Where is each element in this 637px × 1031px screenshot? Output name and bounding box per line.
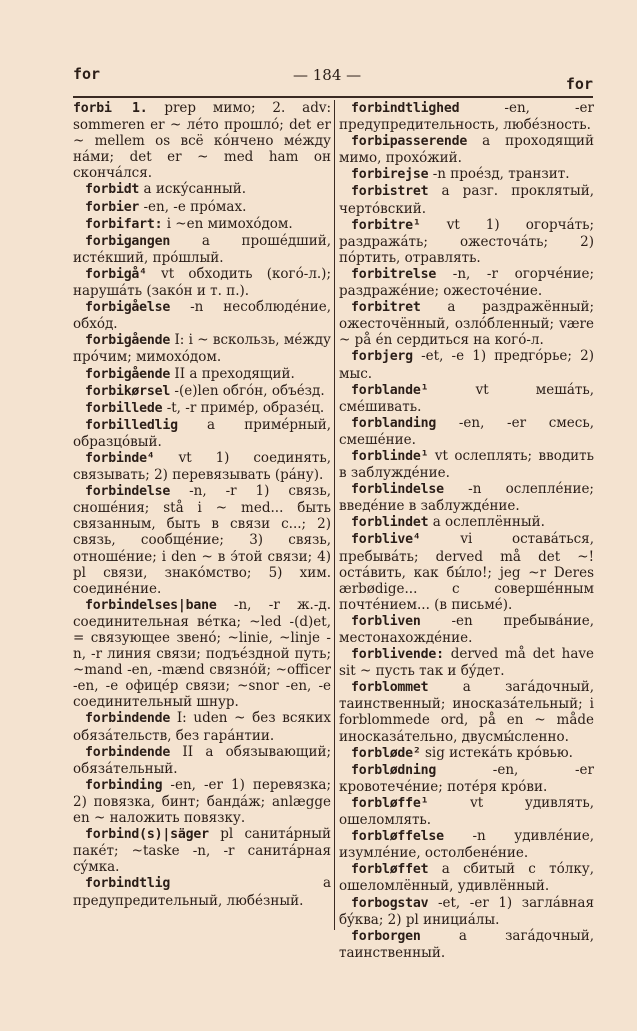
entry-definition: a проходящий мимо, прохóжий. — [339, 133, 594, 167]
entry-headword: forbind(s)|säger — [85, 827, 209, 843]
entry-headword: forbigå⁴ — [85, 266, 147, 282]
entry-headword: forbitrelse — [351, 266, 437, 282]
entry-definition: -n, -r ж.-д. соединительная вéтка; ~led -(d)et, = связующее звенó; ~linie, ~linje -n, -r линия связи; подъéздной путь; ~mand -en, -mænd связнóй; ~officer -en, -e офицéр связи; ~snor -en, -e соединительный шнур. — [73, 596, 331, 711]
entry-headword: forbitret — [351, 300, 421, 316]
entry-headword: forbindelse — [85, 484, 171, 500]
entry-definition: -en, -e прóмах. — [139, 198, 247, 215]
entry-definition: -en, -er 1) перевязка; 2) повязка, бинт; бандáж; anlægge en ~ наложить повязку. — [73, 776, 331, 827]
entry-definition: a сбитый с тóлку, ошеломлённый, удивлённый. — [339, 861, 594, 895]
entry-definition: derved må det have sit ~ пусть так и бýдет. — [339, 646, 594, 680]
entry-definition: vi оставáться, пребывáть; derved må det ~! остáвить, как бы́ло!; jeg ~r Deres ærbødige... с совершéнным почтéнием... (в письмé). — [339, 531, 594, 613]
entry-definition: sig истекáть крóвью. — [420, 744, 573, 761]
entry-headword: forblødning — [351, 762, 437, 778]
header-left-guideword: for — [73, 65, 101, 83]
dictionary-entry — [73, 216, 331, 233]
entry-definition: -n ослеплéние; введéние в заблуждéние. — [339, 481, 594, 515]
dictionary-entry — [339, 795, 594, 828]
dictionary-entry — [339, 861, 594, 894]
dictionary-entry — [73, 299, 331, 332]
entry-headword: forbinde⁴ — [85, 450, 155, 466]
entry-definition: a примéрный, образцóвый. — [73, 416, 331, 450]
dictionary-entry — [73, 181, 331, 198]
entry-definition: -t, -r примéр, образéц. — [162, 399, 325, 416]
entry-headword: forbindelses|bane — [85, 597, 217, 613]
dictionary-entry — [339, 646, 594, 679]
entry-headword: forbillede — [85, 400, 163, 416]
column-divider — [334, 100, 335, 930]
dictionary-entry — [339, 266, 594, 299]
dictionary-entry — [73, 450, 331, 483]
header-right-guideword: for — [565, 75, 593, 93]
entry-definition: a загáдочный, таинственный. — [339, 927, 594, 961]
entry-headword: forbløde² — [351, 745, 421, 761]
entry-headword: forbjerg — [351, 349, 413, 365]
entry-headword: forbløffelse — [351, 829, 444, 845]
dictionary-entry — [339, 100, 594, 133]
entry-definition: vt 1) соединять, связывать; 2) перевязывать (рáну). — [73, 449, 331, 484]
entry-headword: forbikørsel — [85, 383, 171, 399]
dictionary-entry — [339, 299, 594, 348]
entry-headword: forborgen — [351, 928, 421, 944]
entry-headword: forblindet — [351, 515, 429, 531]
dictionary-entry — [73, 332, 331, 365]
entry-headword: forbidt — [85, 182, 140, 198]
dictionary-entry — [339, 679, 594, 744]
dictionary-entry — [73, 417, 331, 450]
dictionary-entry — [339, 928, 594, 961]
dictionary-entry — [339, 448, 594, 481]
entry-definition: a раздражённый; ожесточённый, озлóбленный; være ~ på én сердиться на когó-л. — [339, 299, 594, 349]
entry-definition: -n проéзд, транзит. — [428, 166, 570, 183]
dictionary-entry — [339, 514, 594, 531]
dictionary-entry — [339, 895, 594, 928]
dictionary-entry — [73, 233, 331, 266]
entry-definition: a предупредительный, любéзный. — [73, 875, 331, 909]
dictionary-entry — [73, 777, 331, 826]
entry-headword: forbogstav — [351, 895, 429, 911]
entry-definition: -en, -er предупредительность, любéзность. — [339, 100, 594, 134]
entry-headword: forbier — [85, 199, 140, 215]
dictionary-entry — [339, 348, 594, 381]
entry-definition: I: uden ~ без всяких обязáтельств, без гарáнтии. — [73, 710, 331, 744]
dictionary-entry — [73, 100, 331, 181]
dictionary-entry — [339, 481, 594, 514]
entry-headword: forbløffet — [351, 862, 429, 878]
dictionary-entry — [73, 266, 331, 299]
entry-definition: I: i ~ вскользь, мéжду прóчим; мимохóдом. — [73, 332, 331, 366]
entry-headword: forbifart: — [85, 216, 163, 232]
entry-definition: a разг. проклятый, чертóвский. — [339, 183, 594, 217]
entry-headword: forbitre¹ — [351, 217, 421, 233]
entry-headword: forblivende: — [351, 647, 444, 663]
entry-headword: forbindende — [85, 711, 171, 727]
entry-definition: a ослеплённый. — [428, 514, 545, 531]
entry-headword: forblive⁴ — [351, 532, 421, 548]
entry-headword: forbliven — [351, 613, 421, 629]
entry-definition: prep мимо; 2. adv: sommeren er ~ лéто прошлó; det er ~ mellem os всё кóнчено мéжду нáми; det er ~ med ham он скончáлся. — [73, 100, 332, 182]
entry-definition: a искýсанный. — [139, 181, 247, 198]
entry-definition: vt ослеплять; вводить в заблуждéние. — [339, 447, 594, 482]
dictionary-entry — [73, 744, 331, 777]
entry-definition: a прошéдший, истéкший, прóшлый. — [73, 232, 331, 266]
entry-definition: -n несоблюдéние, обхóд. — [73, 299, 331, 333]
entry-headword: forbistret — [351, 184, 429, 200]
dictionary-entry — [73, 875, 331, 908]
dictionary-entry — [339, 183, 594, 216]
entry-headword: forbigående — [85, 333, 171, 349]
dictionary-entry — [73, 710, 331, 743]
entry-headword: forbigangen — [85, 233, 171, 249]
entry-headword: forblinde¹ — [351, 448, 429, 464]
entry-definition: -et, -er 1) заглáвная бýква; 2) pl инициáлы. — [339, 894, 594, 928]
entry-definition: a загáдочный, таинственный; иносказáтельный; i forblommede ord, på en ~ måde иносказáтельно, двусмы́сленно. — [339, 679, 594, 745]
entry-definition: vt обходить (когó-л.); нарушáть (закóн и т. п.). — [73, 265, 331, 300]
dictionary-entry — [339, 613, 594, 646]
dictionary-entry — [73, 383, 331, 400]
dictionary-entry — [73, 366, 331, 383]
right-column — [339, 100, 594, 961]
entry-definition: -(e)len обгóн, объéзд. — [170, 382, 325, 399]
entry-headword: forbinding — [85, 777, 163, 793]
entry-headword: forbløffe¹ — [351, 795, 429, 811]
page-number: — 184 — — [293, 66, 362, 84]
entry-definition: vt 1) огорчáть; раздражáть; ожесточáть; 2) пóртить, отравлять. — [339, 216, 594, 266]
entry-definition: -n, -r 1) связь, сношéния; stå i ~ med... быть связанным, быть в связи с...; 2) связь, сообщéние; 3) связь, отношéние; i den ~ в э́той связи; 4) pl связи, знакóмство; 5) хим. соединéние. — [73, 483, 331, 597]
entry-headword: forbigående — [85, 366, 171, 382]
entry-headword: forbindende — [85, 744, 171, 760]
entry-definition: -n удивлéние, изумлéние, остолбенéние. — [339, 828, 594, 862]
entry-definition: II a обязывающий; обязáтельный. — [73, 743, 331, 777]
entry-definition: vt удивлять, ошеломлять. — [339, 794, 594, 829]
dictionary-entry — [339, 415, 594, 448]
entry-headword: forbilledlig — [85, 417, 178, 433]
dictionary-entry — [73, 483, 331, 597]
entry-definition: -et, -e 1) предгóрье; 2) мыс. — [339, 348, 594, 382]
left-column — [73, 100, 331, 930]
page-header — [73, 62, 593, 98]
entry-headword: forbipasserende — [351, 134, 468, 150]
entry-definition: vt мешáть, смéшивать. — [339, 381, 594, 415]
entry-headword: forbigåelse — [85, 300, 171, 316]
dictionary-entry — [339, 762, 594, 795]
entry-headword: forblanding — [351, 415, 437, 431]
entry-headword: forblommet — [351, 680, 429, 696]
dictionary-entry — [339, 166, 594, 183]
entry-headword: forbirejse — [351, 167, 429, 183]
entry-headword: forbindtlighed — [351, 101, 460, 116]
entry-headword: forbi 1. — [73, 101, 148, 116]
dictionary-entry — [73, 400, 331, 417]
entry-definition: -en, -er смесь, смешéние. — [339, 414, 594, 448]
dictionary-entry — [339, 217, 594, 266]
dictionary-entry — [339, 531, 594, 612]
entry-headword: forblande¹ — [351, 382, 429, 398]
entry-definition: i ~en мимохóдом. — [162, 215, 293, 232]
dictionary-entry — [339, 745, 594, 762]
dictionary-entry — [73, 597, 331, 711]
dictionary-entry — [73, 199, 331, 216]
entry-definition: II a преходящий. — [170, 365, 295, 382]
entry-definition: -en пребывáние, местонахождéние. — [339, 612, 594, 646]
entry-headword: forblindelse — [351, 482, 444, 498]
dictionary-entry — [339, 133, 594, 166]
dictionary-entry — [339, 828, 594, 861]
dictionary-entry — [339, 382, 594, 415]
entry-definition: pl санитáрный пакéт; ~taske -n, -r санитáрная сýмка. — [73, 826, 331, 876]
entry-definition: -n, -r огорчéние; раздражéние; ожесточéние. — [339, 265, 594, 300]
entry-definition: -en, -er кровотечéние; потéря крóви. — [339, 761, 594, 795]
dictionary-entry — [73, 826, 331, 875]
entry-headword: forbindtlig — [85, 876, 171, 892]
